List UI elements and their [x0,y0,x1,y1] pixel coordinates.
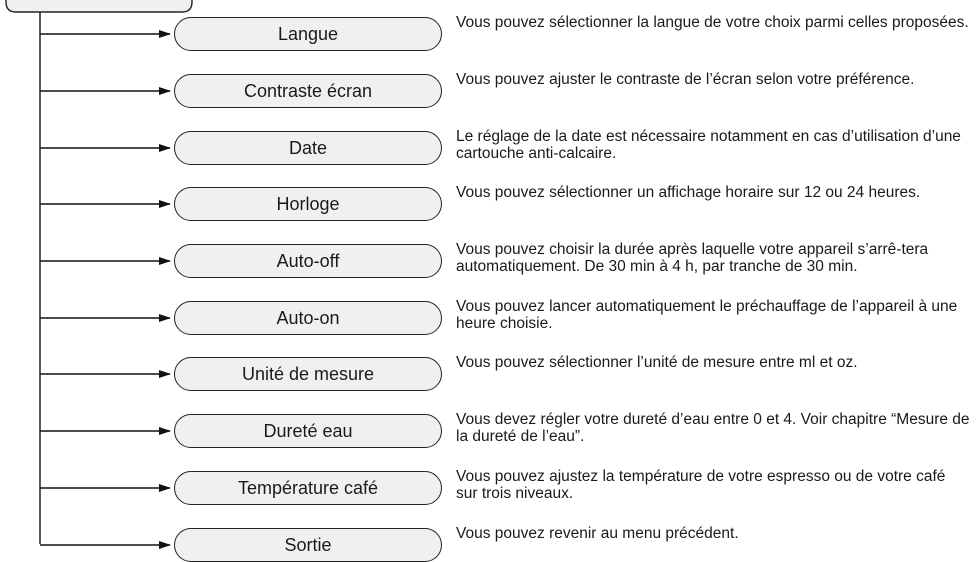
menu-item-pill: Contraste écran [174,74,442,108]
menu-item-description: Vous pouvez ajustez la température de votre espresso ou de votre café sur trois niveaux. [456,468,946,502]
menu-item-pill: Auto-off [174,244,442,278]
parent-menu-box [6,0,192,12]
menu-item-pill: Température café [174,471,442,505]
menu-item-pill: Dureté eau [174,414,442,448]
menu-item-pill: Langue [174,17,442,51]
menu-item-description: Vous pouvez revenir au menu précédent. [456,525,739,542]
menu-item-pill: Horloge [174,187,442,221]
menu-item-pill: Date [174,131,442,165]
menu-item-description: Vous pouvez choisir la durée après laquelle votre appareil s’arrê-tera automatiquement. De 30 min à 4 h, par tranche de 30 min. [456,241,929,275]
menu-item-pill: Auto-on [174,301,442,335]
menu-item-description: Vous pouvez sélectionner l’unité de mesure entre ml et oz. [456,354,858,371]
menu-item-description: Vous pouvez lancer automatiquement le préchauffage de l’appareil à une heure choisie. [456,298,958,332]
menu-item-description: Vous pouvez sélectionner la langue de votre choix parmi celles proposées. [456,14,969,31]
menu-item-description: Le réglage de la date est nécessaire notamment en cas d’utilisation d’une cartouche anti-calcaire. [456,128,961,162]
menu-item-description: Vous devez régler votre dureté d’eau entre 0 et 4. Voir chapitre “Mesure de la dureté de l’eau”. [456,411,970,445]
menu-item-description: Vous pouvez sélectionner un affichage horaire sur 12 ou 24 heures. [456,184,921,201]
branch-lines [40,34,170,545]
menu-item-description: Vous pouvez ajuster le contraste de l’écran selon votre préférence. [456,71,915,88]
menu-item-pill: Unité de mesure [174,357,442,391]
menu-item-pill: Sortie [174,528,442,562]
